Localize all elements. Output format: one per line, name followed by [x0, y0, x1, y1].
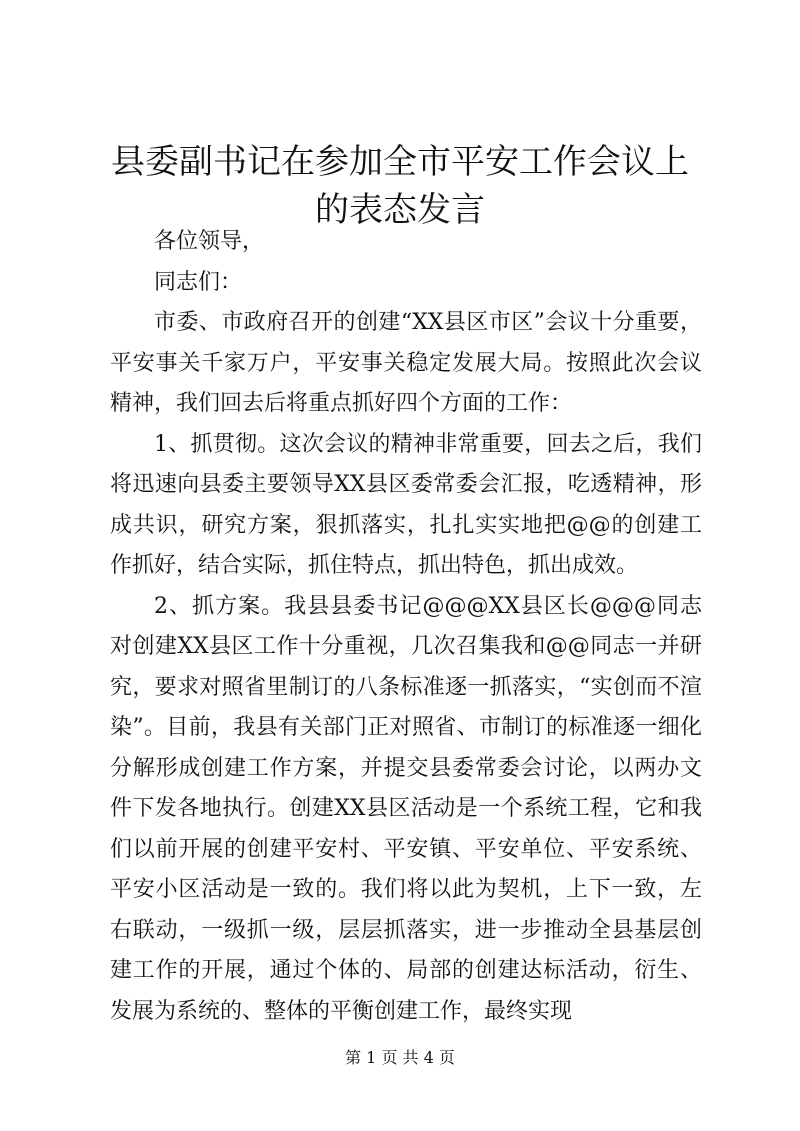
salutation-comrades: 同志们： — [154, 269, 243, 295]
point-2-paragraph: 2、抓方案。我县县委书记@@@XX县区长@@@同志对创建XX县区工作十分重视，几次召集我和@@同志一并研究，要求对照省里制订的八条标准逐一抓落实，“实创而不渲染”。目前，我县有关部门正对照省、市制订的标准逐一细化分解形成创建工作方案，并提交县委常委会讨论，以两办文件下发各地执行。创建XX县区活动是一个系统工程，它和我们以前开展的创建平安村、平安镇、平安单位、平安系统、平安小区活动是一致的。我们将以此为契机，上下一致，左右联动，一级抓一级，层层抓落实，进一步推动全县基层创建工作的开展，通过个体的、局部的创建达标活动，衍生、发展为系统的、整体的平衡创建工作，最终实现 — [110, 593, 702, 1024]
document-title: 县委副书记在参加全市平安工作会议上的表态发言 — [111, 142, 689, 230]
intro-paragraph: 市委、市政府召开的创建“XX县区市区”会议十分重要，平安事关千家万户，平安事关稳定发展大局。按照此次会议精神，我们回去后将重点抓好四个方面的工作： — [110, 310, 702, 416]
point-1-paragraph: 1、抓贯彻。这次会议的精神非常重要，回去之后，我们将迅速向县委主要领导XX县区委常委会汇报，吃透精神，形成共识，研究方案，狠抓落实，扎扎实实地把@@的创建工作抓好，结合实际，抓住特点，抓出特色，抓出成效。 — [110, 431, 702, 578]
document-body — [110, 222, 702, 1032]
salutation-leaders: 各位领导， — [154, 229, 265, 254]
page-footer: 第 1 页 共 4 页 — [345, 1048, 455, 1067]
